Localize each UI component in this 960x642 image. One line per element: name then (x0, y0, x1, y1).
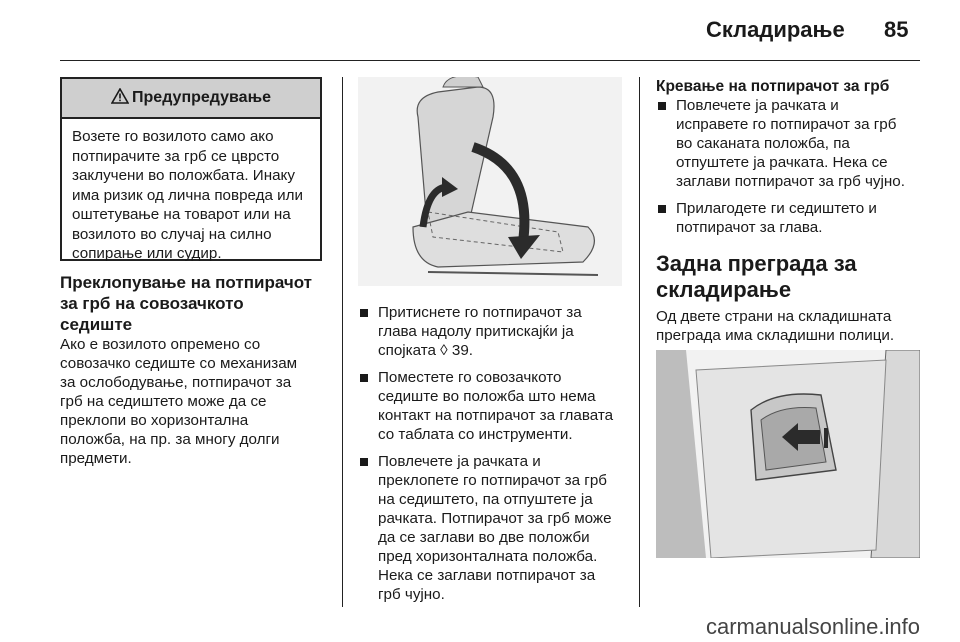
seat-drawing (358, 77, 622, 286)
column-separator (639, 77, 640, 607)
list-item (656, 199, 926, 237)
page-header-title: Складирање (706, 17, 845, 42)
list-line: контакт на потпирачот за главата (378, 407, 614, 424)
list-line: седиште во положба што нема (378, 388, 596, 405)
section-paragraph (60, 335, 330, 468)
paragraph-line: преграда има складишни полици. (656, 327, 895, 344)
storage-drawing (656, 350, 920, 558)
paragraph-line: за ослободување, потпирачот за (60, 374, 292, 391)
middle-instructions (358, 303, 630, 612)
list-line: Нека се заглави потпирачот за (378, 567, 596, 584)
list-line: отпуштете ја рачката. Нека се (676, 154, 888, 171)
paragraph-line: совозачко седиште со механизам (60, 355, 298, 372)
section-heading (656, 251, 926, 303)
warning-triangle-icon (111, 88, 129, 109)
section-raise-backrest (656, 77, 926, 345)
list-line: грб чујно. (378, 586, 445, 603)
list-line: со таблата со инструменти. (378, 426, 573, 443)
list-line: потпирачот за глава. (676, 219, 823, 236)
list-line: пред хоризонталната положба. (378, 548, 598, 565)
watermark: carmanualsonline.info (705, 614, 920, 639)
list-item (358, 368, 630, 444)
storage-illustration (656, 350, 920, 558)
section-paragraph (656, 307, 926, 345)
list-item (358, 303, 630, 360)
list-item (358, 452, 630, 604)
heading-line: за грб на совозачкото (60, 294, 244, 313)
list-line: Прилагодете ги седиштето и (676, 200, 877, 217)
section-heading: Кревање на потпирачот за грб (656, 78, 890, 95)
section-heading (60, 272, 330, 335)
list-line: да се заглави во две положби (378, 529, 590, 546)
paragraph-line: преклопи во хоризонтална (60, 412, 249, 429)
section-fold-backrest (60, 272, 330, 468)
heading-line: седиште (60, 315, 133, 334)
list-line: Притиснете го потпирачот за (378, 304, 582, 321)
warning-line: потпирачите за грб се цврсто (72, 147, 280, 165)
paragraph-line: предмети. (60, 450, 132, 467)
heading-line: Задна преграда за (656, 251, 857, 276)
warning-body (62, 119, 320, 264)
warning-title: Предупредување (132, 89, 271, 106)
warning-line: сопирање или судир. (72, 245, 222, 262)
paragraph-line: Ако е возилото опремено со (60, 336, 261, 353)
warning-line: заклучени во положбата. Инаку (72, 167, 295, 184)
list-line: на седиштето, па отпуштете ја (378, 491, 593, 508)
seat-illustration (358, 77, 622, 286)
header-rule (60, 60, 920, 61)
list-item (656, 96, 926, 191)
instruction-list (656, 96, 926, 237)
warning-box (60, 77, 322, 261)
paragraph-line: положба, на пр. за многу долги (60, 431, 280, 448)
instruction-list (358, 303, 630, 604)
column-separator (342, 77, 343, 607)
warning-line: возилото во случај на силно (72, 225, 272, 243)
list-line: исправете го потпирачот за грб (676, 116, 897, 133)
heading-line: складирање (656, 277, 792, 302)
list-line: рачката. Потпирачот за грб може (378, 510, 612, 527)
paragraph-line: грб на седиштето може да се (60, 393, 267, 410)
list-line: во саканата положба, па (676, 135, 850, 152)
warning-line: оштетување на товарот или на (72, 206, 291, 223)
warning-line: има ризик од лична повреда или (72, 186, 303, 204)
paragraph-line: Од двете страни на складишната (656, 308, 892, 325)
warning-header (62, 79, 320, 119)
list-line: преклопете го потпирачот за грб (378, 472, 607, 489)
list-line: Повлечете ја рачката и (378, 453, 541, 470)
warning-line: Возете го возилото само ако (72, 128, 274, 145)
list-line: заглави потпирачот за грб чујно. (676, 173, 905, 190)
list-line: глава надолу притискајќи ја (378, 323, 574, 340)
list-line: Поместете го совозачкото (378, 369, 562, 386)
list-line: Повлечете ја рачката и (676, 97, 839, 114)
list-line: спојката ◊ 39. (378, 342, 474, 359)
heading-line: Преклопување на потпирачот (60, 273, 313, 292)
page-number: 85 (884, 17, 909, 42)
